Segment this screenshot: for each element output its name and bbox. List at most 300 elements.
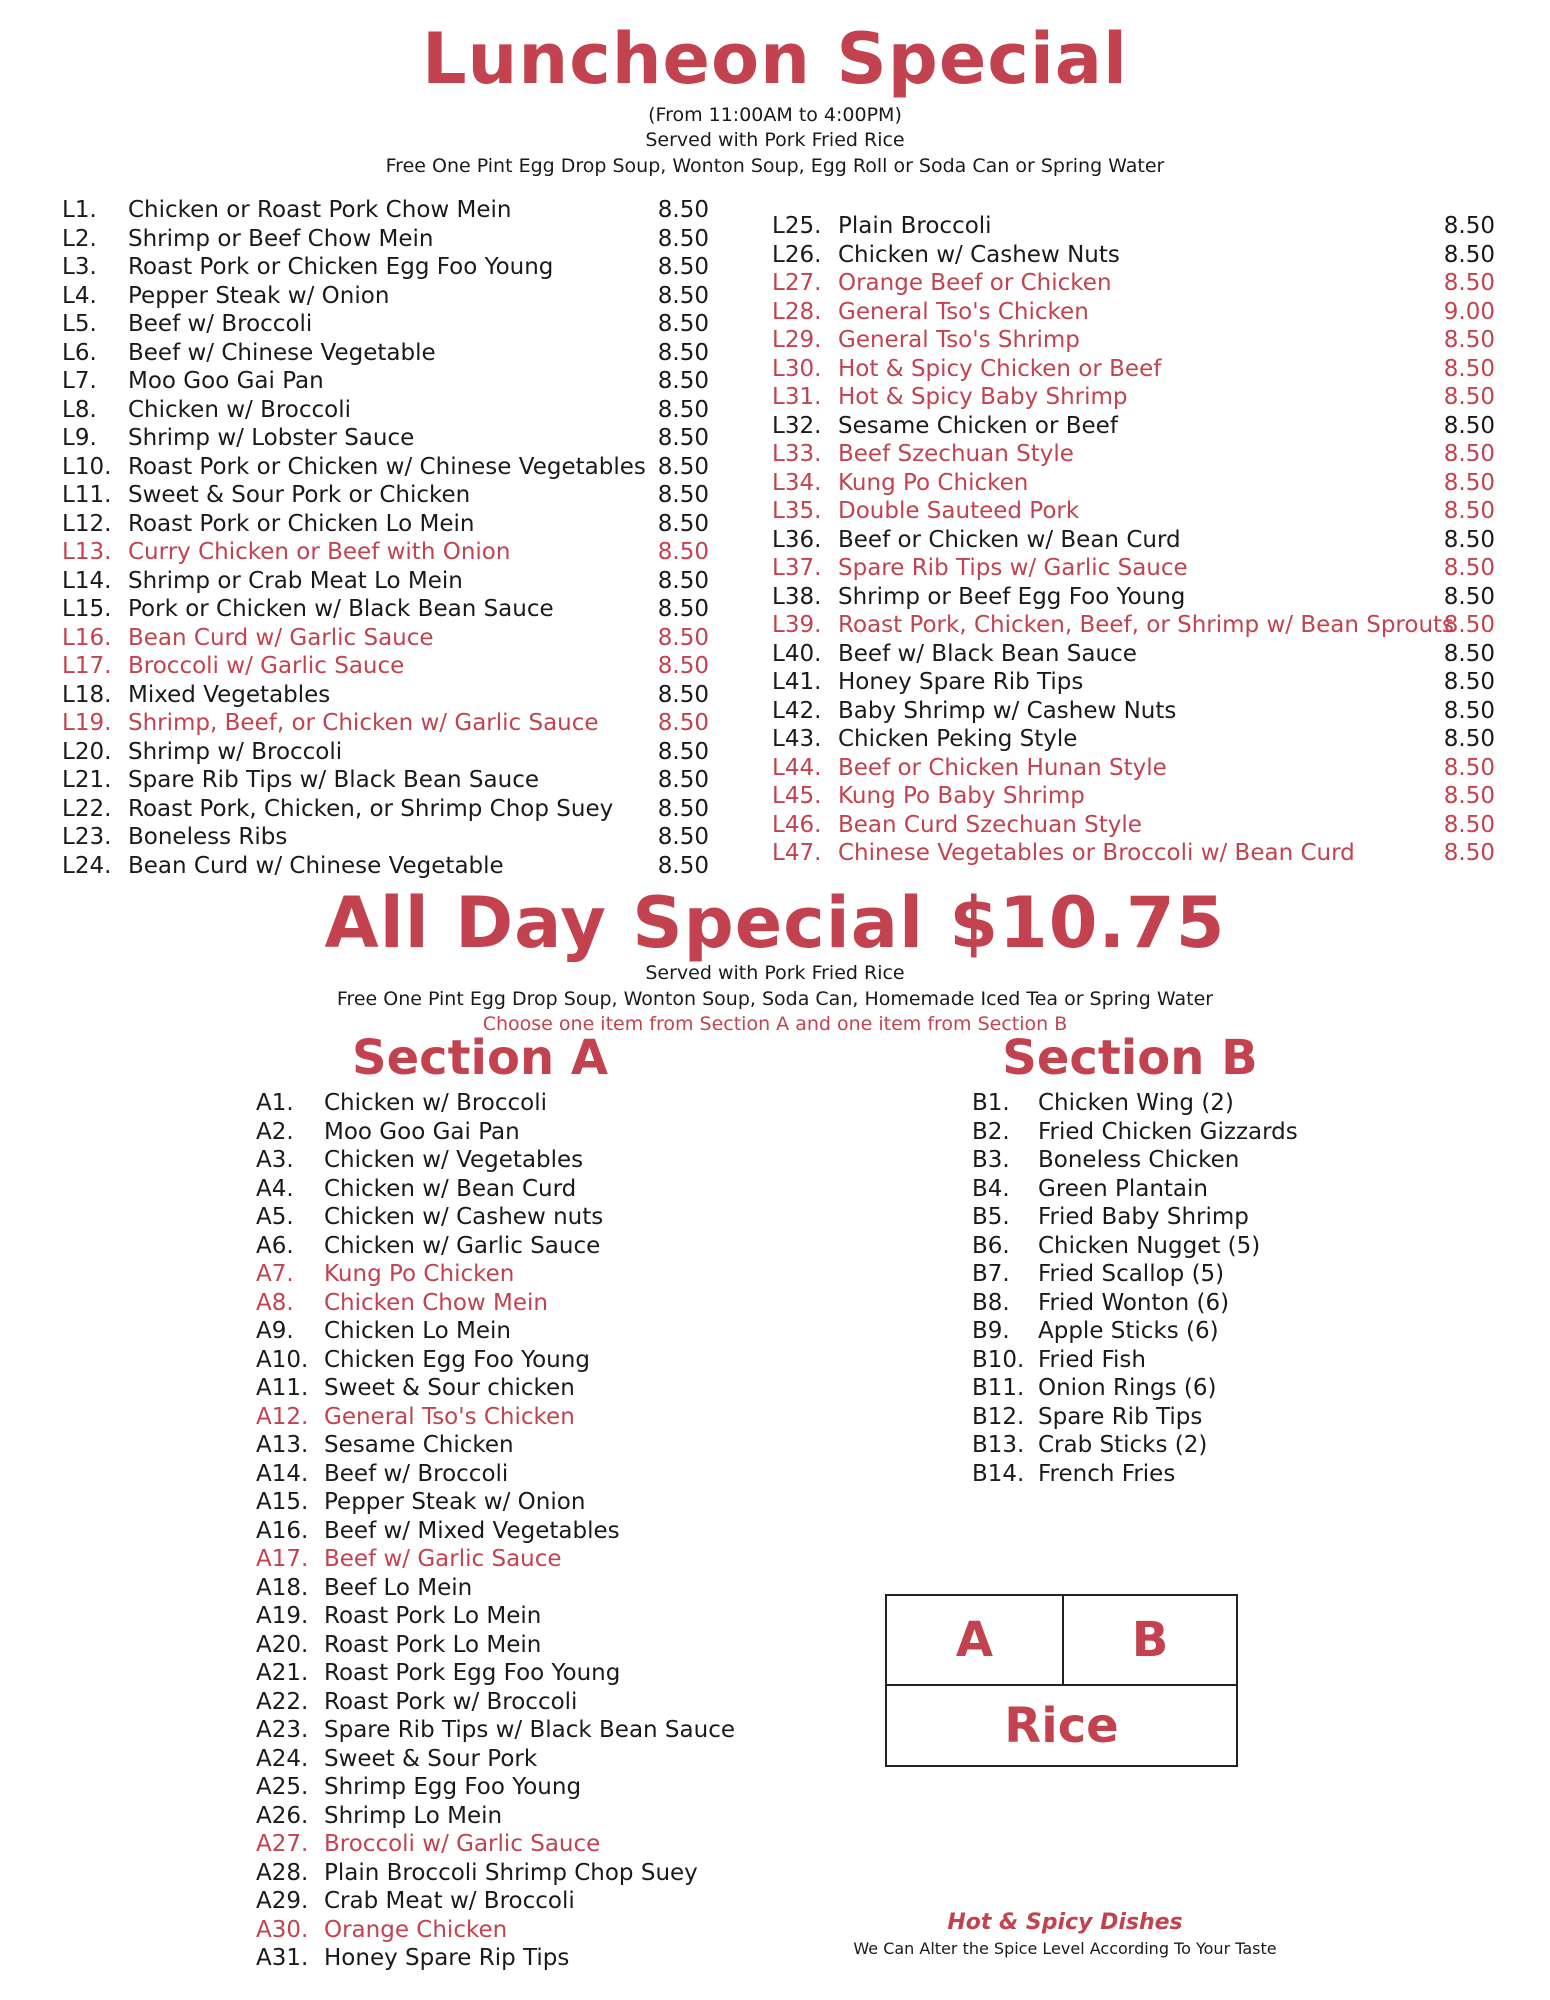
item-price: 8.50	[657, 596, 709, 622]
item-code: A29.	[256, 1888, 309, 1914]
item-code: L37.	[772, 555, 822, 581]
menu-item	[972, 1146, 1372, 1175]
item-code: B2.	[972, 1118, 1010, 1145]
item-name: Green Plantain	[1038, 1175, 1208, 1202]
item-code: A10.	[256, 1346, 309, 1373]
item-code: L34.	[772, 469, 822, 496]
menu-item	[972, 1232, 1372, 1261]
menu-item	[62, 852, 712, 881]
menu-item	[772, 697, 1497, 726]
item-name: General Tso's Chicken	[324, 1403, 575, 1430]
item-price: 8.50	[657, 282, 709, 309]
item-code: L3.	[62, 254, 97, 280]
item-code: A31.	[256, 1945, 309, 1971]
item-name: Boneless Ribs	[128, 824, 288, 850]
item-code: L26.	[772, 241, 822, 268]
item-name: Roast Pork Lo Mein	[324, 1631, 542, 1658]
luncheon-list-left	[62, 196, 712, 880]
item-code: L45.	[772, 783, 822, 809]
menu-item	[256, 1631, 756, 1660]
menu-item	[62, 253, 712, 282]
item-name: Beef Lo Mein	[324, 1574, 473, 1601]
item-name: Kung Po Chicken	[838, 469, 1029, 496]
item-code: L29.	[772, 327, 822, 353]
menu-item	[972, 1431, 1372, 1460]
item-price: 8.50	[1443, 213, 1495, 239]
item-price: 8.50	[657, 225, 709, 252]
item-code: L25.	[772, 213, 822, 239]
item-code: L42.	[772, 697, 822, 724]
item-code: L6.	[62, 339, 97, 366]
menu-item	[62, 396, 712, 425]
item-name: Fried Scallop (5)	[1038, 1261, 1225, 1287]
item-code: B6.	[972, 1232, 1010, 1259]
item-price: 8.50	[657, 254, 709, 280]
item-code: B9.	[972, 1318, 1010, 1344]
item-name: Roast Pork or Chicken Lo Mein	[128, 510, 475, 537]
menu-item	[972, 1403, 1372, 1432]
item-code: A7.	[256, 1261, 294, 1287]
section-b-list	[972, 1089, 1372, 1488]
menu-item	[772, 583, 1497, 612]
item-name: Shrimp or Crab Meat Lo Mein	[128, 567, 463, 594]
item-code: L15.	[62, 596, 112, 622]
item-code: L18.	[62, 681, 112, 708]
item-code: A4.	[256, 1175, 294, 1202]
item-price: 8.50	[657, 738, 709, 765]
item-code: A28.	[256, 1859, 309, 1886]
menu-item	[256, 1374, 756, 1403]
item-name: Orange Beef or Chicken	[838, 270, 1112, 296]
item-name: Chicken w/ Cashew nuts	[324, 1204, 604, 1230]
item-name: Hot & Spicy Chicken or Beef	[838, 355, 1162, 382]
menu-item	[772, 412, 1497, 441]
item-name: Baby Shrimp w/ Cashew Nuts	[838, 697, 1177, 724]
menu-item	[256, 1089, 756, 1118]
menu-item	[772, 383, 1497, 412]
item-code: B5.	[972, 1204, 1010, 1230]
menu-item	[256, 1289, 756, 1318]
item-code: L27.	[772, 270, 822, 296]
item-price: 8.50	[657, 539, 709, 565]
menu-item	[972, 1118, 1372, 1147]
item-price: 8.50	[657, 681, 709, 708]
item-name: Bean Curd w/ Chinese Vegetable	[128, 852, 504, 879]
item-code: L17.	[62, 653, 112, 679]
menu-item	[772, 640, 1497, 669]
menu-item	[62, 766, 712, 795]
menu-item	[972, 1089, 1372, 1118]
item-code: A24.	[256, 1745, 309, 1772]
luncheon-list-right	[772, 212, 1497, 868]
item-name: Spare Rib Tips w/ Black Bean Sauce	[128, 767, 540, 793]
menu-item	[972, 1460, 1372, 1489]
menu-item	[62, 681, 712, 710]
item-name: Honey Spare Rip Tips	[324, 1945, 570, 1971]
item-price: 8.50	[1443, 498, 1495, 524]
menu-item	[256, 1346, 756, 1375]
menu-item	[772, 554, 1497, 583]
item-name: Bean Curd Szechuan Style	[838, 811, 1142, 838]
item-code: L33.	[772, 441, 822, 467]
item-price: 8.50	[1443, 783, 1495, 809]
menu-item	[972, 1317, 1372, 1346]
spicy-legend-title: Hot & Spicy Dishes	[947, 1910, 1183, 1935]
item-name: Hot & Spicy Baby Shrimp	[838, 384, 1128, 410]
item-name: Mixed Vegetables	[128, 681, 331, 708]
item-price: 8.50	[1443, 811, 1495, 838]
item-name: Roast Pork, Chicken, Beef, or Shrimp w/ Bean Sprouts	[838, 612, 1455, 638]
item-name: Shrimp Egg Foo Young	[324, 1774, 582, 1800]
item-price: 8.50	[1443, 583, 1495, 610]
menu-item	[256, 1745, 756, 1774]
item-code: L13.	[62, 539, 112, 565]
menu-item	[972, 1374, 1372, 1403]
item-name: Shrimp or Beef Chow Mein	[128, 225, 434, 252]
menu-item	[256, 1830, 756, 1859]
diagram-cell-a: A	[955, 1612, 994, 1668]
menu-item	[772, 326, 1497, 355]
item-name: General Tso's Shrimp	[838, 327, 1080, 353]
item-code: B10.	[972, 1346, 1025, 1373]
item-name: Moo Goo Gai Pan	[324, 1118, 520, 1145]
item-name: Spare Rib Tips	[1038, 1403, 1203, 1430]
item-name: Kung Po Baby Shrimp	[838, 783, 1085, 809]
menu-item	[62, 367, 712, 396]
item-code: A6.	[256, 1232, 294, 1259]
item-price: 8.50	[657, 482, 709, 508]
item-code: B12.	[972, 1403, 1025, 1430]
item-code: A19.	[256, 1603, 309, 1629]
menu-item	[972, 1289, 1372, 1318]
item-price: 8.50	[1443, 555, 1495, 581]
menu-item	[772, 839, 1497, 868]
section-a-list	[256, 1089, 756, 1973]
menu-item	[62, 282, 712, 311]
item-name: Beef w/ Black Bean Sauce	[838, 640, 1137, 667]
item-name: Roast Pork, Chicken, or Shrimp Chop Suey	[128, 795, 614, 822]
item-code: B7.	[972, 1261, 1010, 1287]
menu-item	[972, 1175, 1372, 1204]
item-name: Spare Rib Tips w/ Garlic Sauce	[838, 555, 1188, 581]
item-name: Beef or Chicken Hunan Style	[838, 754, 1167, 781]
item-code: L20.	[62, 738, 112, 765]
item-price: 8.50	[657, 710, 709, 736]
item-price: 8.50	[657, 311, 709, 337]
item-code: A9.	[256, 1318, 294, 1344]
item-code: L11.	[62, 482, 112, 508]
menu-item	[256, 1716, 756, 1745]
item-code: A27.	[256, 1831, 309, 1857]
item-name: Honey Spare Rib Tips	[838, 669, 1084, 695]
diagram-cell-rice: Rice	[1004, 1697, 1119, 1754]
item-code: A14.	[256, 1460, 309, 1487]
item-name: Fried Chicken Gizzards	[1038, 1118, 1298, 1145]
menu-item	[62, 453, 712, 482]
item-name: French Fries	[1038, 1460, 1176, 1487]
item-name: Broccoli w/ Garlic Sauce	[324, 1831, 601, 1857]
item-price: 8.50	[657, 767, 709, 793]
item-price: 8.50	[1443, 840, 1495, 866]
item-name: Sweet & Sour Pork	[324, 1745, 538, 1772]
menu-item	[256, 1859, 756, 1888]
item-code: L8.	[62, 396, 97, 423]
item-name: Fried Fish	[1038, 1346, 1146, 1373]
menu-item	[772, 611, 1497, 640]
menu-item	[772, 526, 1497, 555]
item-name: Chicken Chow Mein	[324, 1289, 549, 1316]
item-name: Kung Po Chicken	[324, 1261, 515, 1287]
item-code: B13.	[972, 1432, 1025, 1458]
section-a-title: Section A	[352, 1030, 608, 1086]
item-name: Beef Szechuan Style	[838, 441, 1074, 467]
menu-item	[772, 725, 1497, 754]
menu-item	[62, 339, 712, 368]
item-code: L1.	[62, 197, 97, 223]
item-code: L47.	[772, 840, 822, 866]
item-price: 8.50	[1443, 469, 1495, 496]
item-code: B1.	[972, 1090, 1010, 1116]
menu-item	[62, 823, 712, 852]
item-code: A11.	[256, 1375, 309, 1401]
item-price: 8.50	[1443, 441, 1495, 467]
menu-item	[256, 1659, 756, 1688]
item-name: Roast Pork w/ Broccoli	[324, 1688, 578, 1715]
item-code: A1.	[256, 1090, 294, 1116]
menu-item	[772, 754, 1497, 783]
menu-item	[256, 1688, 756, 1717]
item-code: A18.	[256, 1574, 309, 1601]
item-code: L36.	[772, 526, 822, 553]
item-name: Orange Chicken	[324, 1916, 508, 1943]
menu-item	[972, 1260, 1372, 1289]
item-name: Sweet & Sour Pork or Chicken	[128, 482, 471, 508]
item-price: 8.50	[657, 425, 709, 451]
item-code: L22.	[62, 795, 112, 822]
menu-item	[772, 269, 1497, 298]
menu-item	[256, 1916, 756, 1945]
item-name: Roast Pork Lo Mein	[324, 1603, 542, 1629]
item-price: 8.50	[657, 368, 709, 394]
item-price: 8.50	[657, 510, 709, 537]
item-name: Chinese Vegetables or Broccoli w/ Bean Curd	[838, 840, 1355, 866]
menu-item	[772, 241, 1497, 270]
menu-item	[256, 1175, 756, 1204]
item-code: L10.	[62, 453, 112, 480]
item-name: Chicken w/ Cashew Nuts	[838, 241, 1120, 268]
item-price: 8.50	[1443, 697, 1495, 724]
item-code: A23.	[256, 1717, 309, 1743]
item-name: Shrimp, Beef, or Chicken w/ Garlic Sauce	[128, 710, 599, 736]
item-name: Crab Sticks (2)	[1038, 1432, 1208, 1458]
item-name: Double Sauteed Pork	[838, 498, 1080, 524]
menu-item	[772, 212, 1497, 241]
item-price: 8.50	[657, 567, 709, 594]
item-name: Moo Goo Gai Pan	[128, 368, 324, 394]
item-code: L35.	[772, 498, 822, 524]
item-name: Sweet & Sour chicken	[324, 1375, 575, 1401]
item-name: Spare Rib Tips w/ Black Bean Sauce	[324, 1717, 736, 1743]
item-name: Apple Sticks (6)	[1038, 1318, 1219, 1344]
menu-item	[62, 225, 712, 254]
item-code: B8.	[972, 1289, 1010, 1316]
item-price: 8.50	[657, 396, 709, 423]
item-name: Shrimp w/ Broccoli	[128, 738, 343, 765]
item-name: Plain Broccoli Shrimp Chop Suey	[324, 1859, 698, 1886]
item-code: A26.	[256, 1802, 309, 1829]
item-code: B11.	[972, 1375, 1025, 1401]
menu-item	[256, 1232, 756, 1261]
item-price: 8.50	[1443, 384, 1495, 410]
item-name: Pepper Steak w/ Onion	[128, 282, 390, 309]
item-code: A5.	[256, 1204, 294, 1230]
menu-item	[256, 1944, 756, 1973]
menu-item	[62, 595, 712, 624]
item-name: Beef w/ Chinese Vegetable	[128, 339, 436, 366]
item-code: L24.	[62, 852, 112, 879]
spicy-legend-note: We Can Alter the Spice Level According To Your Taste	[853, 1939, 1277, 1958]
item-code: L39.	[772, 612, 822, 638]
menu-item	[256, 1488, 756, 1517]
menu-item	[256, 1773, 756, 1802]
luncheon-title: Luncheon Special	[421, 18, 1129, 100]
item-name: Chicken w/ Broccoli	[128, 396, 352, 423]
item-name: Shrimp or Beef Egg Foo Young	[838, 583, 1186, 610]
item-code: L30.	[772, 355, 822, 382]
item-name: Crab Meat w/ Broccoli	[324, 1888, 575, 1914]
item-name: Bean Curd w/ Garlic Sauce	[128, 624, 434, 651]
item-name: Chicken Egg Foo Young	[324, 1346, 590, 1373]
item-code: L41.	[772, 669, 822, 695]
item-code: L7.	[62, 368, 97, 394]
menu-item	[256, 1517, 756, 1546]
item-code: A2.	[256, 1118, 294, 1145]
item-name: Beef or Chicken w/ Bean Curd	[838, 526, 1181, 553]
item-code: L12.	[62, 510, 112, 537]
item-name: Chicken or Roast Pork Chow Mein	[128, 197, 512, 223]
item-price: 8.50	[1443, 754, 1495, 781]
menu-item	[772, 811, 1497, 840]
menu-item	[772, 469, 1497, 498]
item-code: A12.	[256, 1403, 309, 1430]
menu-item	[62, 510, 712, 539]
item-price: 8.50	[657, 795, 709, 822]
item-code: L16.	[62, 624, 112, 651]
menu-item	[62, 481, 712, 510]
menu-item	[772, 782, 1497, 811]
item-code: A20.	[256, 1631, 309, 1658]
luncheon-served: Served with Pork Fried Rice	[645, 129, 905, 151]
menu-item	[256, 1317, 756, 1346]
item-name: Fried Baby Shrimp	[1038, 1204, 1249, 1230]
item-name: Shrimp w/ Lobster Sauce	[128, 425, 415, 451]
menu-item	[256, 1403, 756, 1432]
menu-item	[62, 795, 712, 824]
all-day-served: Served with Pork Fried Rice	[645, 962, 905, 984]
luncheon-free-offer: Free One Pint Egg Drop Soup, Wonton Soup, Egg Roll or Soda Can or Spring Water	[385, 155, 1165, 177]
section-b-title: Section B	[1002, 1030, 1258, 1086]
menu-item	[256, 1602, 756, 1631]
item-code: L2.	[62, 225, 97, 252]
item-code: L21.	[62, 767, 112, 793]
item-price: 8.50	[1443, 526, 1495, 553]
item-name: Roast Pork or Chicken Egg Foo Young	[128, 254, 554, 280]
item-price: 8.50	[657, 824, 709, 850]
item-price: 8.50	[657, 653, 709, 679]
item-name: Sesame Chicken or Beef	[838, 412, 1118, 439]
menu-item	[772, 668, 1497, 697]
item-name: Chicken Peking Style	[838, 726, 1078, 752]
menu-item	[62, 738, 712, 767]
luncheon-hours: (From 11:00AM to 4:00PM)	[648, 104, 902, 126]
item-name: Beef w/ Broccoli	[128, 311, 313, 337]
item-price: 8.50	[657, 453, 709, 480]
item-name: Boneless Chicken	[1038, 1147, 1240, 1173]
item-code: A16.	[256, 1517, 309, 1544]
item-price: 8.50	[1443, 412, 1495, 439]
item-code: B4.	[972, 1175, 1010, 1202]
item-code: A22.	[256, 1688, 309, 1715]
all-day-free-offer: Free One Pint Egg Drop Soup, Wonton Soup, Soda Can, Homemade Iced Tea or Spring Water	[336, 988, 1214, 1010]
item-code: A8.	[256, 1289, 294, 1316]
item-name: Broccoli w/ Garlic Sauce	[128, 653, 405, 679]
menu-item	[62, 567, 712, 596]
item-price: 8.50	[1443, 669, 1495, 695]
item-code: L38.	[772, 583, 822, 610]
item-price: 9.00	[1443, 298, 1495, 325]
item-name: Roast Pork or Chicken w/ Chinese Vegetables	[128, 453, 646, 480]
item-code: L5.	[62, 311, 97, 337]
item-name: Chicken Lo Mein	[324, 1318, 511, 1344]
item-code: L4.	[62, 282, 97, 309]
item-code: A3.	[256, 1147, 294, 1173]
all-day-choose-note: Choose one item from Section A and one item from Section B	[482, 1013, 1068, 1035]
item-code: L14.	[62, 567, 112, 594]
item-price: 8.50	[1443, 726, 1495, 752]
item-name: Sesame Chicken	[324, 1432, 514, 1458]
menu-item	[62, 538, 712, 567]
item-name: Chicken w/ Vegetables	[324, 1147, 584, 1173]
item-code: A21.	[256, 1660, 309, 1686]
item-code: L46.	[772, 811, 822, 838]
menu-item	[62, 310, 712, 339]
item-price: 8.50	[657, 852, 709, 879]
item-code: A13.	[256, 1432, 309, 1458]
item-price: 8.50	[1443, 355, 1495, 382]
item-name: Beef w/ Mixed Vegetables	[324, 1517, 620, 1544]
item-code: A15.	[256, 1489, 309, 1515]
item-name: Onion Rings (6)	[1038, 1375, 1217, 1401]
menu-item	[256, 1545, 756, 1574]
menu-item	[62, 424, 712, 453]
item-price: 8.50	[657, 339, 709, 366]
item-name: Roast Pork Egg Foo Young	[324, 1660, 621, 1686]
menu-item	[256, 1887, 756, 1916]
menu-item	[62, 624, 712, 653]
item-price: 8.50	[1443, 241, 1495, 268]
item-code: B14.	[972, 1460, 1025, 1487]
item-price: 8.50	[1443, 612, 1495, 638]
item-name: Pork or Chicken w/ Black Bean Sauce	[128, 596, 554, 622]
menu-item	[772, 298, 1497, 327]
menu-item	[772, 440, 1497, 469]
menu-item	[62, 652, 712, 681]
item-code: L43.	[772, 726, 822, 752]
menu-item	[256, 1460, 756, 1489]
menu-item	[256, 1146, 756, 1175]
item-name: Chicken w/ Broccoli	[324, 1090, 548, 1116]
menu-item	[972, 1203, 1372, 1232]
